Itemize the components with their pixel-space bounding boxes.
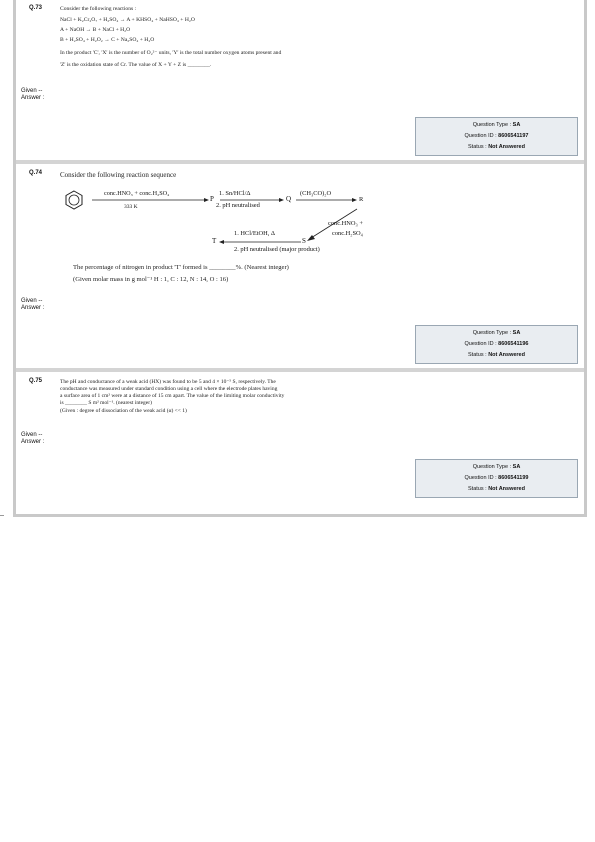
product-label: R bbox=[359, 196, 364, 203]
page-edge-mark bbox=[0, 515, 4, 516]
question-id: Question ID : 8606541199 bbox=[464, 475, 529, 481]
product-label: S bbox=[302, 237, 306, 245]
question-type: Question Type : SA bbox=[472, 330, 521, 336]
product-label: T bbox=[212, 237, 217, 245]
question-number: Q.73 bbox=[29, 5, 43, 11]
question-status: Status : Not Answered bbox=[468, 486, 525, 492]
question-number: Q.75 bbox=[29, 378, 43, 384]
question-status: Status : Not Answered bbox=[468, 352, 525, 358]
given-label: Given -- bbox=[21, 298, 43, 304]
question-status: Status : Not Answered bbox=[468, 144, 525, 150]
product-label: Q bbox=[286, 195, 292, 203]
given-label: Given -- bbox=[21, 432, 43, 438]
answer-label: Answer : bbox=[21, 439, 45, 445]
question-info-box bbox=[415, 459, 578, 498]
question-line: (Given : degree of dissociation of the weak acid (α) << 1) bbox=[60, 408, 187, 414]
question-line: B + H₂SO₄ + H₂O₂ → C + Na₂SO₄ + H₂O bbox=[60, 37, 155, 43]
reagent-label: 1. Sn/HCl/Δ bbox=[219, 190, 251, 197]
reagent-label: conc.HNO₃ + bbox=[328, 220, 363, 227]
question-number: Q.74 bbox=[29, 170, 43, 176]
answer-label: Answer : bbox=[21, 95, 45, 101]
question-line: In the product 'C', 'X' is the number of O₂²⁻ units, 'Y' is the total number oxygen atoms present and bbox=[60, 50, 282, 56]
question-panel bbox=[13, 0, 587, 517]
question-id: Question ID : 8606541196 bbox=[464, 341, 529, 347]
question-line: (Given molar mass in g mol⁻¹ H : 1, C : 12, N : 14, O : 16) bbox=[73, 276, 229, 283]
reagent-label: 2. pH neutralised bbox=[216, 202, 260, 209]
question-74 bbox=[16, 164, 584, 364]
question-info-box bbox=[415, 325, 578, 364]
question-line: a surface area of 1 cm² were at a distance of 15 cm apart. The value of the limiting molar conductivity bbox=[60, 393, 285, 399]
question-line: is ________ S m² mol⁻¹. (nearest integer) bbox=[60, 400, 152, 406]
reagent-label: 333 K bbox=[124, 204, 138, 210]
question-type: Question Type : SA bbox=[472, 122, 521, 128]
question-line: The percentage of nitrogen in product 'T' formed is ________%. (Nearest integer) bbox=[73, 264, 289, 271]
question-line: NaCl + K₂Cr₂O₇ + H₂SO₄ → A + KHSO₄ + NaHSO₄ + H₂O bbox=[60, 17, 195, 23]
product-label: P bbox=[210, 195, 214, 203]
given-label: Given -- bbox=[21, 88, 43, 94]
reagent-label: 1. HCl/EtOH, Δ bbox=[234, 230, 276, 237]
question-73 bbox=[16, 0, 584, 160]
question-line: The pH and conductance of a weak acid (HX) was found to be 5 and 4 × 10⁻⁵ S, respectively. The bbox=[60, 379, 276, 385]
question-line: Consider the following reaction sequence bbox=[60, 171, 177, 179]
reagent-label: conc.H₂SO₄ bbox=[332, 230, 363, 237]
answer-label: Answer : bbox=[21, 305, 45, 311]
reagent-label: 2. pH neutralised (major product) bbox=[234, 246, 320, 253]
question-info-box bbox=[415, 117, 578, 156]
reagent-label: conc.HNO₃ + conc.H₂SO₄ bbox=[104, 190, 170, 197]
question-type: Question Type : SA bbox=[472, 464, 521, 470]
question-line: A + NaOH → B + NaCl + H₂O bbox=[60, 27, 131, 33]
question-line: Consider the following reactions : bbox=[60, 6, 137, 12]
question-line: 'Z' is the oxidation state of Cr. The value of X + Y + Z is ________. bbox=[60, 62, 212, 68]
question-75 bbox=[16, 372, 584, 517]
reagent-label: (CH₃CO)₂O bbox=[300, 190, 332, 197]
question-id: Question ID : 8606541197 bbox=[464, 133, 529, 139]
question-line: conductance was measured under standard condition using a cell where the electrode plates having bbox=[60, 386, 278, 392]
